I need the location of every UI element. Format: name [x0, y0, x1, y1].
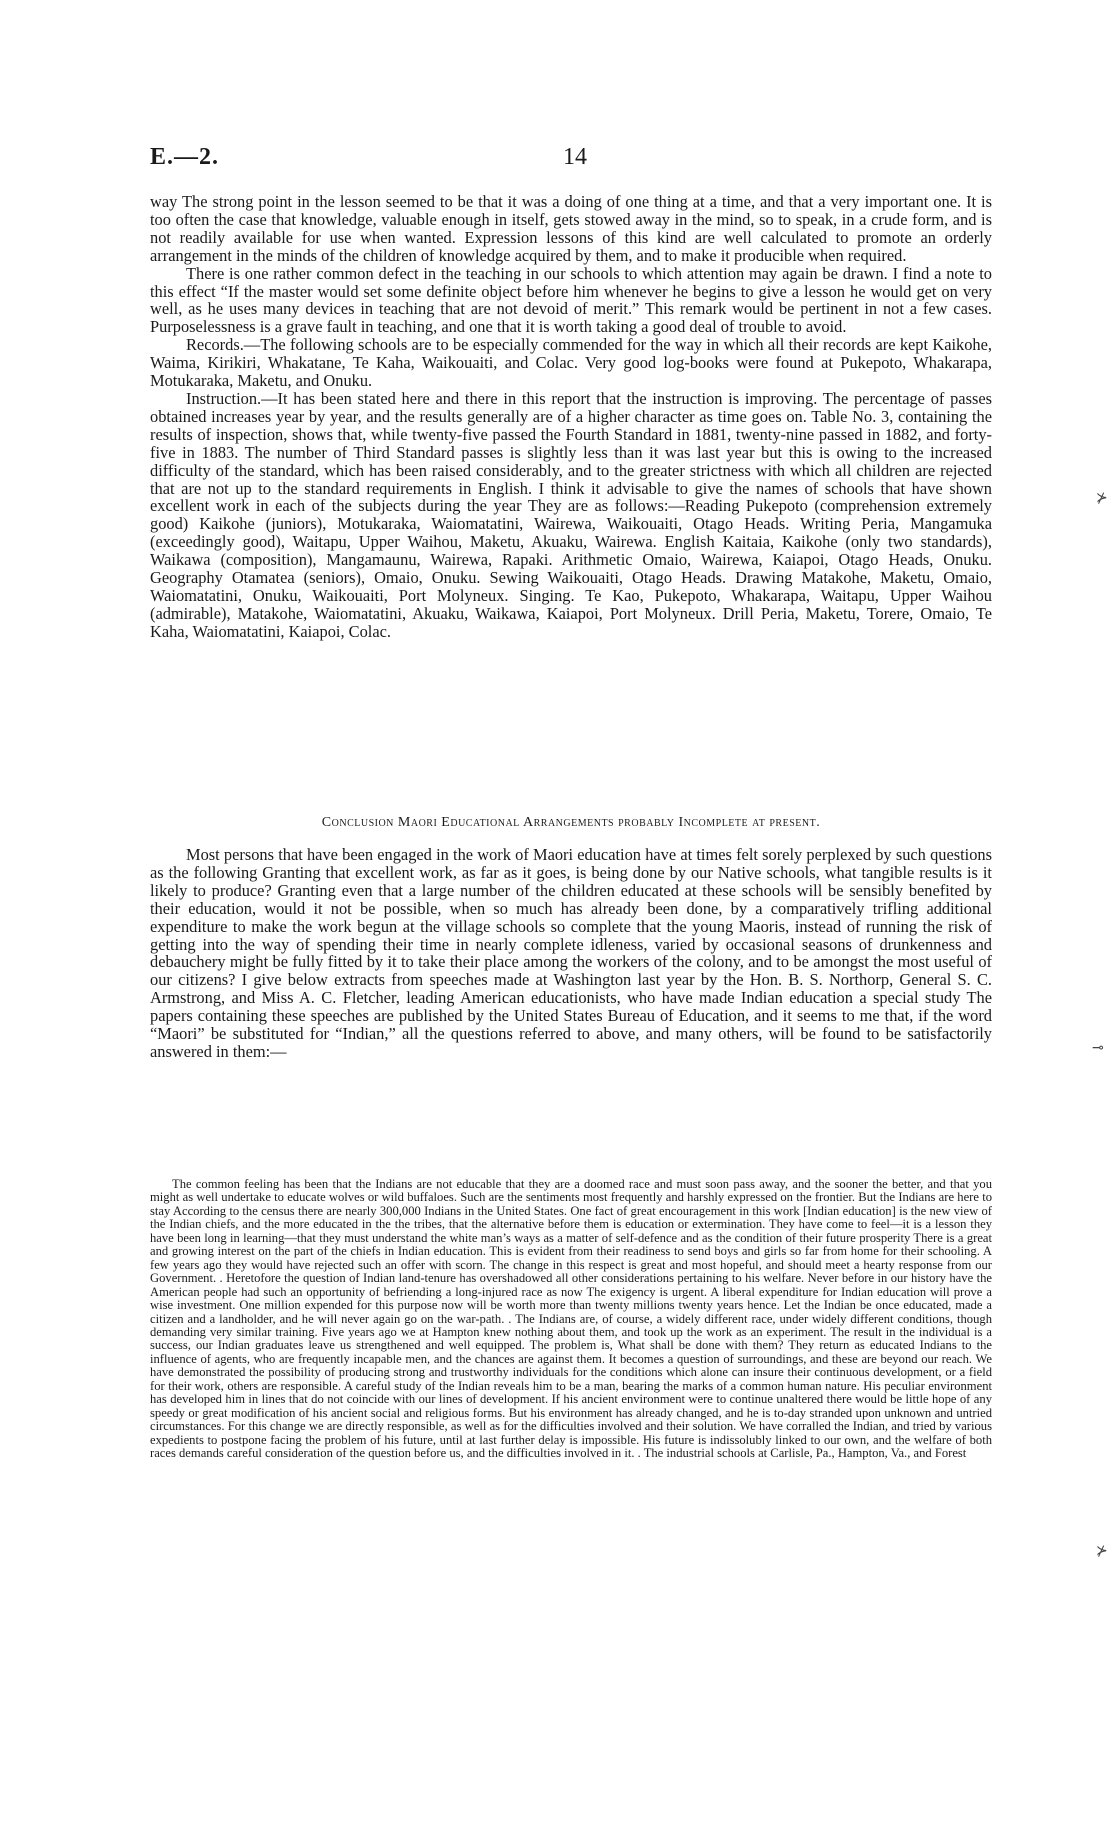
paragraph-conclusion: Most persons that have been engaged in the work of Maori education have at times felt sorely perplexed by such questions as the following Granting that excellent work, as far as it goes, is being done by our Native schools, what tangible results is it likely to produce? Granting even that a large number of the children educated at these schools will be sensibly benefited by their education, would it not be possible, when so much has already been done, by a comparatively trifling additional expenditure to make the work begun at the village schools so complete that the young Maoris, instead of running the risk of getting into the way of spending their time in nearly complete idleness, varied by occasional seasons of drunkenness and debauchery might be fully fitted by it to take their place among the workers of the colony, and to be amongst the most useful of our citizens? I give below extracts from speeches made at Washington last year by the Hon. B. S. Northorp, General S. C. Armstrong, and Miss A. C. Fletcher, leading American educationists, who have made Indian education a special study The papers containing these speeches are published by the United States Bureau of Education, and it seems to me that, if the word “Maori” be substituted for “Indian,” all the questions referred to above, and many others, will be found to be satisfactorily answered in them:— — [150, 845, 992, 1061]
margin-mark-2: ⊸ — [1092, 1041, 1104, 1056]
paragraph-records: Records.—The following schools are to be especially commended for the way in which all their records are kept Kaikohe, Waima, Kirikiri, Whakatane, Te Kaha, Waikouaiti, and Colac. Very good log-books were found at Pukepoto, Whakarapa, Motukaraka, Maketu, and Onuku. — [150, 335, 992, 391]
paragraph-expression-lessons: way The strong point in the lesson seemed to be that it was a doing of one thing at a time, and that a very important one. It is too often the case that knowledge, valuable enough in itself, gets stowed away in the mind, so to speak, in a crude form, and is not readily available for use when wanted. Expression lessons of this kind are well calculated to promote an orderly arrangement in the minds of the children of knowledge acquired by them, and to make it producible when required. — [150, 192, 992, 265]
margin-mark-1: ⊁ — [1096, 491, 1108, 506]
report-body — [150, 193, 992, 641]
conclusion-heading: Conclusion Maori Educational Arrangements probably Incomplete at present. — [321, 815, 821, 830]
paragraph-quote: The common feeling has been that the Indians are not educable that they are a doomed race and must soon pass away, and the sooner the better, and that you might as well undertake to educate wolves or wild buffaloes. Such are the sentiments most frequently and harshly expressed on the frontier. But the Indians are here to stay According to the census there are nearly 300,000 Indians in the United States. One fact of great encouragement in this work [Indian education] is the new view of the Indian chiefs, and the more educated in the the tribes, that the alternative before them is education or extermination. They have come to feel—it is a lesson they have been long in learning—that they must understand the white man’s ways as a matter of self-defence and as the condition of their future prosperity There is a great and growing interest on the part of the chiefs in Indian education. This is evident from their readiness to send boys and girls so far from home for their schooling. A few years ago they would have rejected such an offer with scorn. The change in this respect is great and most hopeful, and should meet a hearty response from our Government. . Heretofore the question of Indian land-tenure has overshadowed all other considerations pertaining to his welfare. Never before in our history have the American people had such an opportunity of befriending a long-injured race as now The exigency is urgent. A liberal expenditure for Indian education will prove a wise investment. One million expended for this purpose now will be worth more than twenty millions twenty years hence. Let the Indian be once educated, made a citizen and a landholder, and he will never again go on the war-path. . The Indians are, of course, a widely different race, under widely different conditions, though demanding very similar training. Five years ago we at Hampton knew nothing about them, and took up the work as an experiment. The result in the individual is a success, our Indian graduates leave us strengthened and well equipped. The problem is, What shall be done with them? They return as educated Indians to the influence of agents, who are frequently incapable men, and the chances are against them. It becomes a question of surroundings, and these are beyond our reach. We have demonstrated the possibility of producing strong and trustworthy individuals for the conditions which alone can insure their continuous development, or a field for their work, others are responsible. A careful study of the Indian reveals him to be a man, bearing the marks of a common human nature. His peculiar environment has developed him in lines that do not coincide with our lines of development. If his ancient environment were to continue unaltered there would be little hope of any speedy or great modification of his ancient social and religious forms. But his environment has already changed, and he is to-day stranded upon unknown and untried circumstances. For this change we are directly responsible, as well as for the difficulties involved and their solution. We have corralled the Indian, and tried by various expedients to postpone facing the problem of his future, until at last further delay is impossible. His future is indissolubly linked to our own, and the welfare of both races demands careful consideration of the question before us, and the difficulties involved in it. . The industrial schools at Carlisle, Pa., Hampton, Va., and Forest — [150, 1177, 992, 1461]
margin-mark-3: ⊁ — [1096, 1544, 1108, 1559]
quoted-extract — [150, 1178, 992, 1461]
page-number: 14 — [563, 144, 587, 170]
conclusion-body — [150, 846, 992, 1061]
paragraph-instruction: Instruction.—It has been stated here and there in this report that the instruction is improving. The percentage of passes obtained increases year by year, and the results generally are of a higher character as time goes on. Table No. 3, containing the results of inspection, shows that, while twenty-five passed the Fourth Standard in 1881, twenty-nine passed in 1882, and forty-five in 1883. The number of Third Standard passes is slightly less than it was last year but this is owing to the increased difficulty of the standard, which has been raised considerably, and to the greater strictness with which all children are rejected that are not up to the standard requirements in English. I think it advisable to give the names of schools that have shown excellent work in each of the subjects during the year They are as follows:—Reading Pukepoto (comprehension extremely good) Kaikohe (juniors), Motukaraka, Waiomatatini, Wairewa, Waikouaiti, Otago Heads. Writing Peria, Mangamuka (exceedingly good), Waitapu, Upper Waihou, Maketu, Akuaku, Wairewa. English Kaitaia, Kaikohe (only two standards), Waikawa (composition), Mangamaunu, Wairewa, Rapaki. Arithmetic Omaio, Wairewa, Kaiapoi, Otago Heads, Onuku. Geography Otamatea (seniors), Omaio, Onuku. Sewing Waikouaiti, Otago Heads. Drawing Matakohe, Maketu, Omaio, Waiomatatini, Onuku, Waikouaiti, Port Molyneux. Singing. Te Kao, Pukepoto, Whakarapa, Waitapu, Upper Waihou (admirable), Matakohe, Waiomatatini, Akuaku, Waikawa, Kaiapoi, Port Molyneux. Drill Peria, Maketu, Torere, Omaio, Te Kaha, Waiomatatini, Kaiapoi, Colac. — [150, 388, 992, 641]
document-code: E.—2. — [150, 144, 220, 170]
paragraph-teaching-defect: There is one rather common defect in the teaching in our schools to which attention may again be drawn. I find a note to this effect “If the master would set some definite object before him whenever he begins to give a lesson he would get on very well, as he uses many devices in teaching that are not devoid of merit.” This remark would be pertinent in not a few cases. Purposelessness is a grave fault in teaching, and one that it is worth taking a good deal of trouble to avoid. — [150, 263, 992, 337]
